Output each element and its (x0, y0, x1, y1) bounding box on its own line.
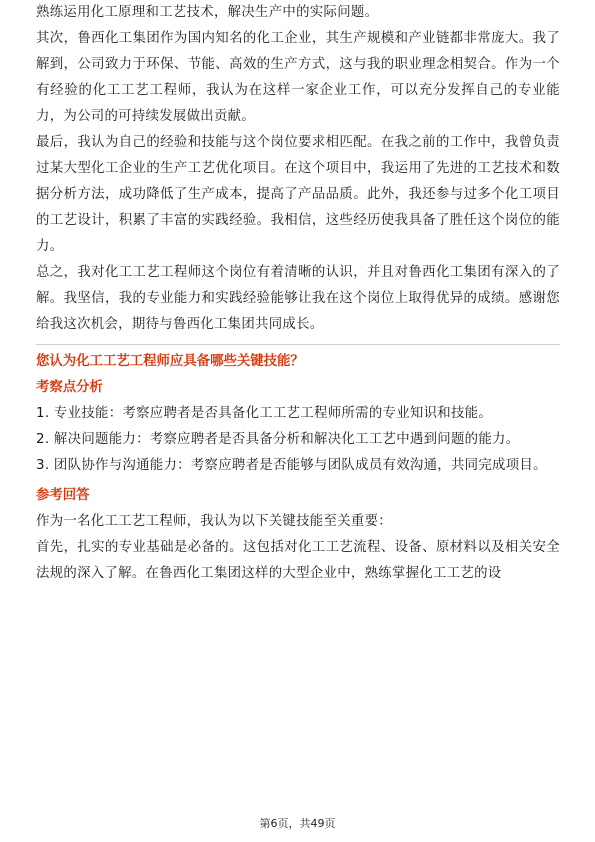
interview-question: 您认为化工工艺工程师应具备哪些关键技能？ (36, 354, 304, 369)
answer-heading: 参考回答 (36, 488, 90, 503)
analysis-heading: 考察点分析 (36, 380, 103, 395)
paragraph-conclusion: 总之，我对化工工艺工程师这个岗位有着清晰的认识，并且对鲁西化工集团有深入的了解。我坚信，我的专业能力和实践经验能够让我在这个岗位上取得优异的成绩。感谢您给我这次机会，期待与鲁西化工集团共同成长。 (36, 265, 560, 332)
analysis-item: 3. 团队协作与沟通能力：考察应聘者是否能够与团队成员有效沟通，共同完成项目。 (36, 458, 547, 473)
page-footer: 第6页，共49页 (259, 817, 336, 830)
section-divider (36, 344, 560, 345)
analysis-item: 2. 解决问题能力：考察应聘者是否具备分析和解决化工工艺中遇到问题的能力。 (36, 432, 520, 447)
analysis-item: 1. 专业技能：考察应聘者是否具备化工工艺工程师所需的专业知识和技能。 (36, 406, 493, 421)
answer-intro: 作为一名化工工艺工程师，我认为以下关键技能至关重要： (36, 514, 392, 529)
paragraph-secondly: 其次，鲁西化工集团作为国内知名的化工企业，其生产规模和产业链都非常庞大。我了解到，公司致力于环保、节能、高效的生产方式，这与我的职业理念相契合。作为一个有经验的化工工艺工程师，我认为在这样一家企业工作，可以充分发挥自己的专业能力，为公司的可持续发展做出贡献。 (36, 31, 560, 124)
answer-paragraph: 首先，扎实的专业基础是必备的。这包括对化工工艺流程、设备、原材料以及相关安全法规的深入了解。在鲁西化工集团这样的大型企业中，熟练掌握化工工艺的设 (36, 540, 560, 581)
paragraph-finally: 最后，我认为自己的经验和技能与这个岗位要求相匹配。在我之前的工作中，我曾负责过某大型化工企业的生产工艺优化项目。在这个项目中，我运用了先进的工艺技术和数据分析方法，成功降低了生产成本，提高了产品品质。此外，我还参与过多个化工项目的工艺设计，积累了丰富的实践经验。我相信，这些经历使我具备了胜任这个岗位的能力。 (36, 135, 560, 254)
document-page (36, 0, 560, 587)
paragraph-continuation: 熟练运用化工原理和工艺技术，解决生产中的实际问题。 (36, 5, 379, 20)
